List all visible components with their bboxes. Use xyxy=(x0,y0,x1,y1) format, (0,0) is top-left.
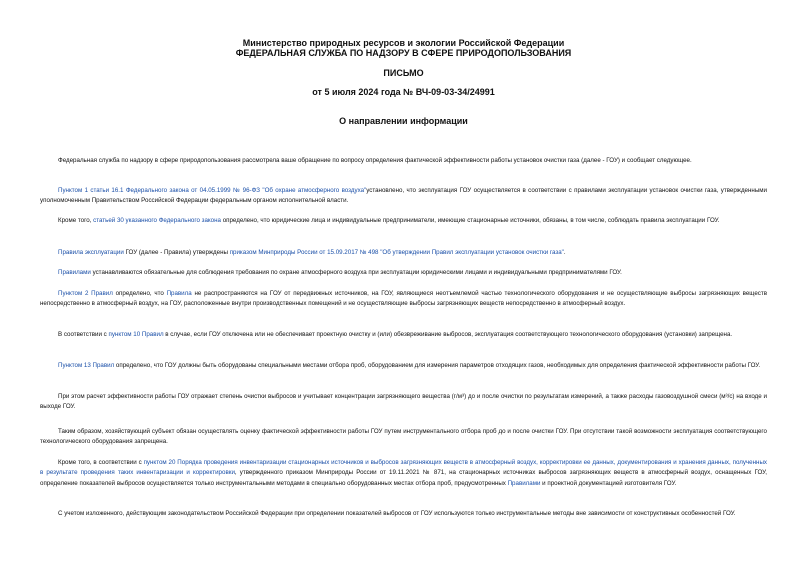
document-date-number: от 5 июля 2024 года № ВЧ-09-03-34/24991 xyxy=(312,87,495,97)
paragraph-1: Федеральная служба по надзору в сфере природопользования рассмотрела ваше обращение по вопросу определения фактической эффективности работы установок очистки газа (далее - ГОУ) и сообщает следующее. xyxy=(58,157,692,164)
paragraph-text: Кроме того, xyxy=(58,217,94,224)
rules-link[interactable]: Правила xyxy=(166,290,192,297)
paragraph-text: Кроме того, в соответствии с xyxy=(58,459,144,466)
paragraph-10: Таким образом, хозяйствующий субъект обязан осуществлять оценку фактической эффективности работы ГОУ путем инструментального отбора проб до и после очистки ГОУ. При отсутствии такой возможности эксплуатация соответствующего технологического оборудования запрещена. xyxy=(40,428,767,446)
paragraph-7 xyxy=(40,330,767,340)
rules-item-13-link[interactable]: Пунктом 13 Правил xyxy=(58,362,115,369)
paragraph-9: При этом расчет эффективности работы ГОУ отражает степень очистки выбросов и учитывает концентрации загрязняющего вещества (г/м³) до и после очистки по результатам измерений, а также расходы газовоздушной смеси (м³/с) на входе и выходе ГОУ. xyxy=(40,393,767,411)
law-96fz-link[interactable]: Пунктом 1 статьи 16.1 Федерального закона от 04.05.1999 № 96-ФЗ "Об охране атмосферного воздуха" xyxy=(58,187,367,194)
paragraph-3 xyxy=(40,216,767,226)
rules-item-2-link[interactable]: Пунктом 2 Правил xyxy=(58,290,113,297)
article-30-link[interactable]: статьей 30 указанного Федерального закона xyxy=(93,217,221,224)
paragraph-text: определено, что юридические лица и индивидуальные предприниматели, имеющие стационарные источники, обязаны, в том числе, соблюдать правила эксплуатации ГОУ. xyxy=(220,217,720,224)
order-498-link[interactable]: приказом Минприроды России от 15.09.2017 № 498 "Об утверждении Правил эксплуатации установок очистки газа" xyxy=(229,249,564,256)
paragraph-11 xyxy=(40,458,767,489)
paragraph-text: . xyxy=(563,249,566,256)
paragraph-5 xyxy=(40,268,767,278)
paragraph-text: В соответствии с xyxy=(58,331,109,338)
rules-item-10-link[interactable]: пунктом 10 Правил xyxy=(108,331,164,338)
paragraph-text: определено, что xyxy=(112,290,167,297)
paragraph-12: С учетом изложенного, действующим законодательством Российской Федерации при определении показателей выбросов от ГОУ используются только инструментальные методы вне зависимости от конструктивных особенностей ГОУ. xyxy=(58,510,736,517)
rules-link[interactable]: Правила эксплуатации xyxy=(58,249,124,256)
ministry-name: Министерство природных ресурсов и экологии Российской Федерации xyxy=(242,38,565,48)
paragraph-2 xyxy=(40,186,767,207)
paragraph-text: установлено, что эксплуатация ГОУ осуществляется в соответствии с правилами эксплуатации установок очистки газа, утвержденными уполномоченным Правительством Российской Федерации федеральным органом исполнительной власти. xyxy=(40,187,767,205)
paragraph-text: устанавливаются обязательные для соблюдения требования по охране атмосферного воздуха при эксплуатации юридическими лицами и индивидуальными предпринимателями ГОУ. xyxy=(90,269,622,276)
rules-link[interactable]: Правилами xyxy=(507,479,541,487)
paragraph-text: не распространяются на ГОУ от передвижных источников, на ГОУ, являющиеся неотъемлемой частью технологического оборудования и не осуществляющие выбросы загрязняющих веществ непосредственно в атмосферный воздух, на ГОУ, расположенные внутри производственных помещений и не осуществляющие выбросы загрязняющих веществ непосредственно в атмосферный воздух. xyxy=(40,290,767,308)
paragraph-text: определено, что ГОУ должны быть оборудованы специальными местами отбора проб, оборудованием для измерения параметров отходящих газов, необходимых для определения фактической эффективности работы ГОУ. xyxy=(114,362,761,369)
service-name: ФЕДЕРАЛЬНАЯ СЛУЖБА ПО НАДЗОРУ В СФЕРЕ ПРИРОДОПОЛЬЗОВАНИЯ xyxy=(235,48,572,58)
paragraph-text: и проектной документацией изготовителя ГОУ. xyxy=(540,479,677,487)
rules-link[interactable]: Правилами xyxy=(58,269,91,276)
paragraph-8 xyxy=(40,361,767,371)
paragraph-4 xyxy=(40,248,767,258)
paragraph-6 xyxy=(40,289,767,310)
paragraph-text: ГОУ (далее - Правила) утверждены xyxy=(123,249,230,256)
paragraph-text: , утвержденного приказом Минприроды России от 19.11.2021 № 871, на стационарных источниках выбросов загрязняющих веществ в атмосферный воздух, оснащенных ГОУ, определение показателей выбросов осуществляется только инструментальными методами в специально оборудованных местах отбора проб, предусмотренных xyxy=(40,469,768,487)
document-subject: О направлении информации xyxy=(339,116,468,126)
document-type: ПИСЬМО xyxy=(383,68,424,78)
inventory-procedure-link[interactable]: пунктом 20 Порядка проведения инвентаризации стационарных источников и выбросов загрязняющих веществ в атмосферный воздух, корректировки ее данных, документирования и хранения данных, полученных в результате проведения таких инвентаризации и корректировки xyxy=(40,459,767,477)
paragraph-text: в случае, если ГОУ отключена или не обеспечивает проектную очистку и (или) обезвреживание выбросов, эксплуатация соответствующего технологического оборудования (установки) запрещена. xyxy=(163,331,733,338)
